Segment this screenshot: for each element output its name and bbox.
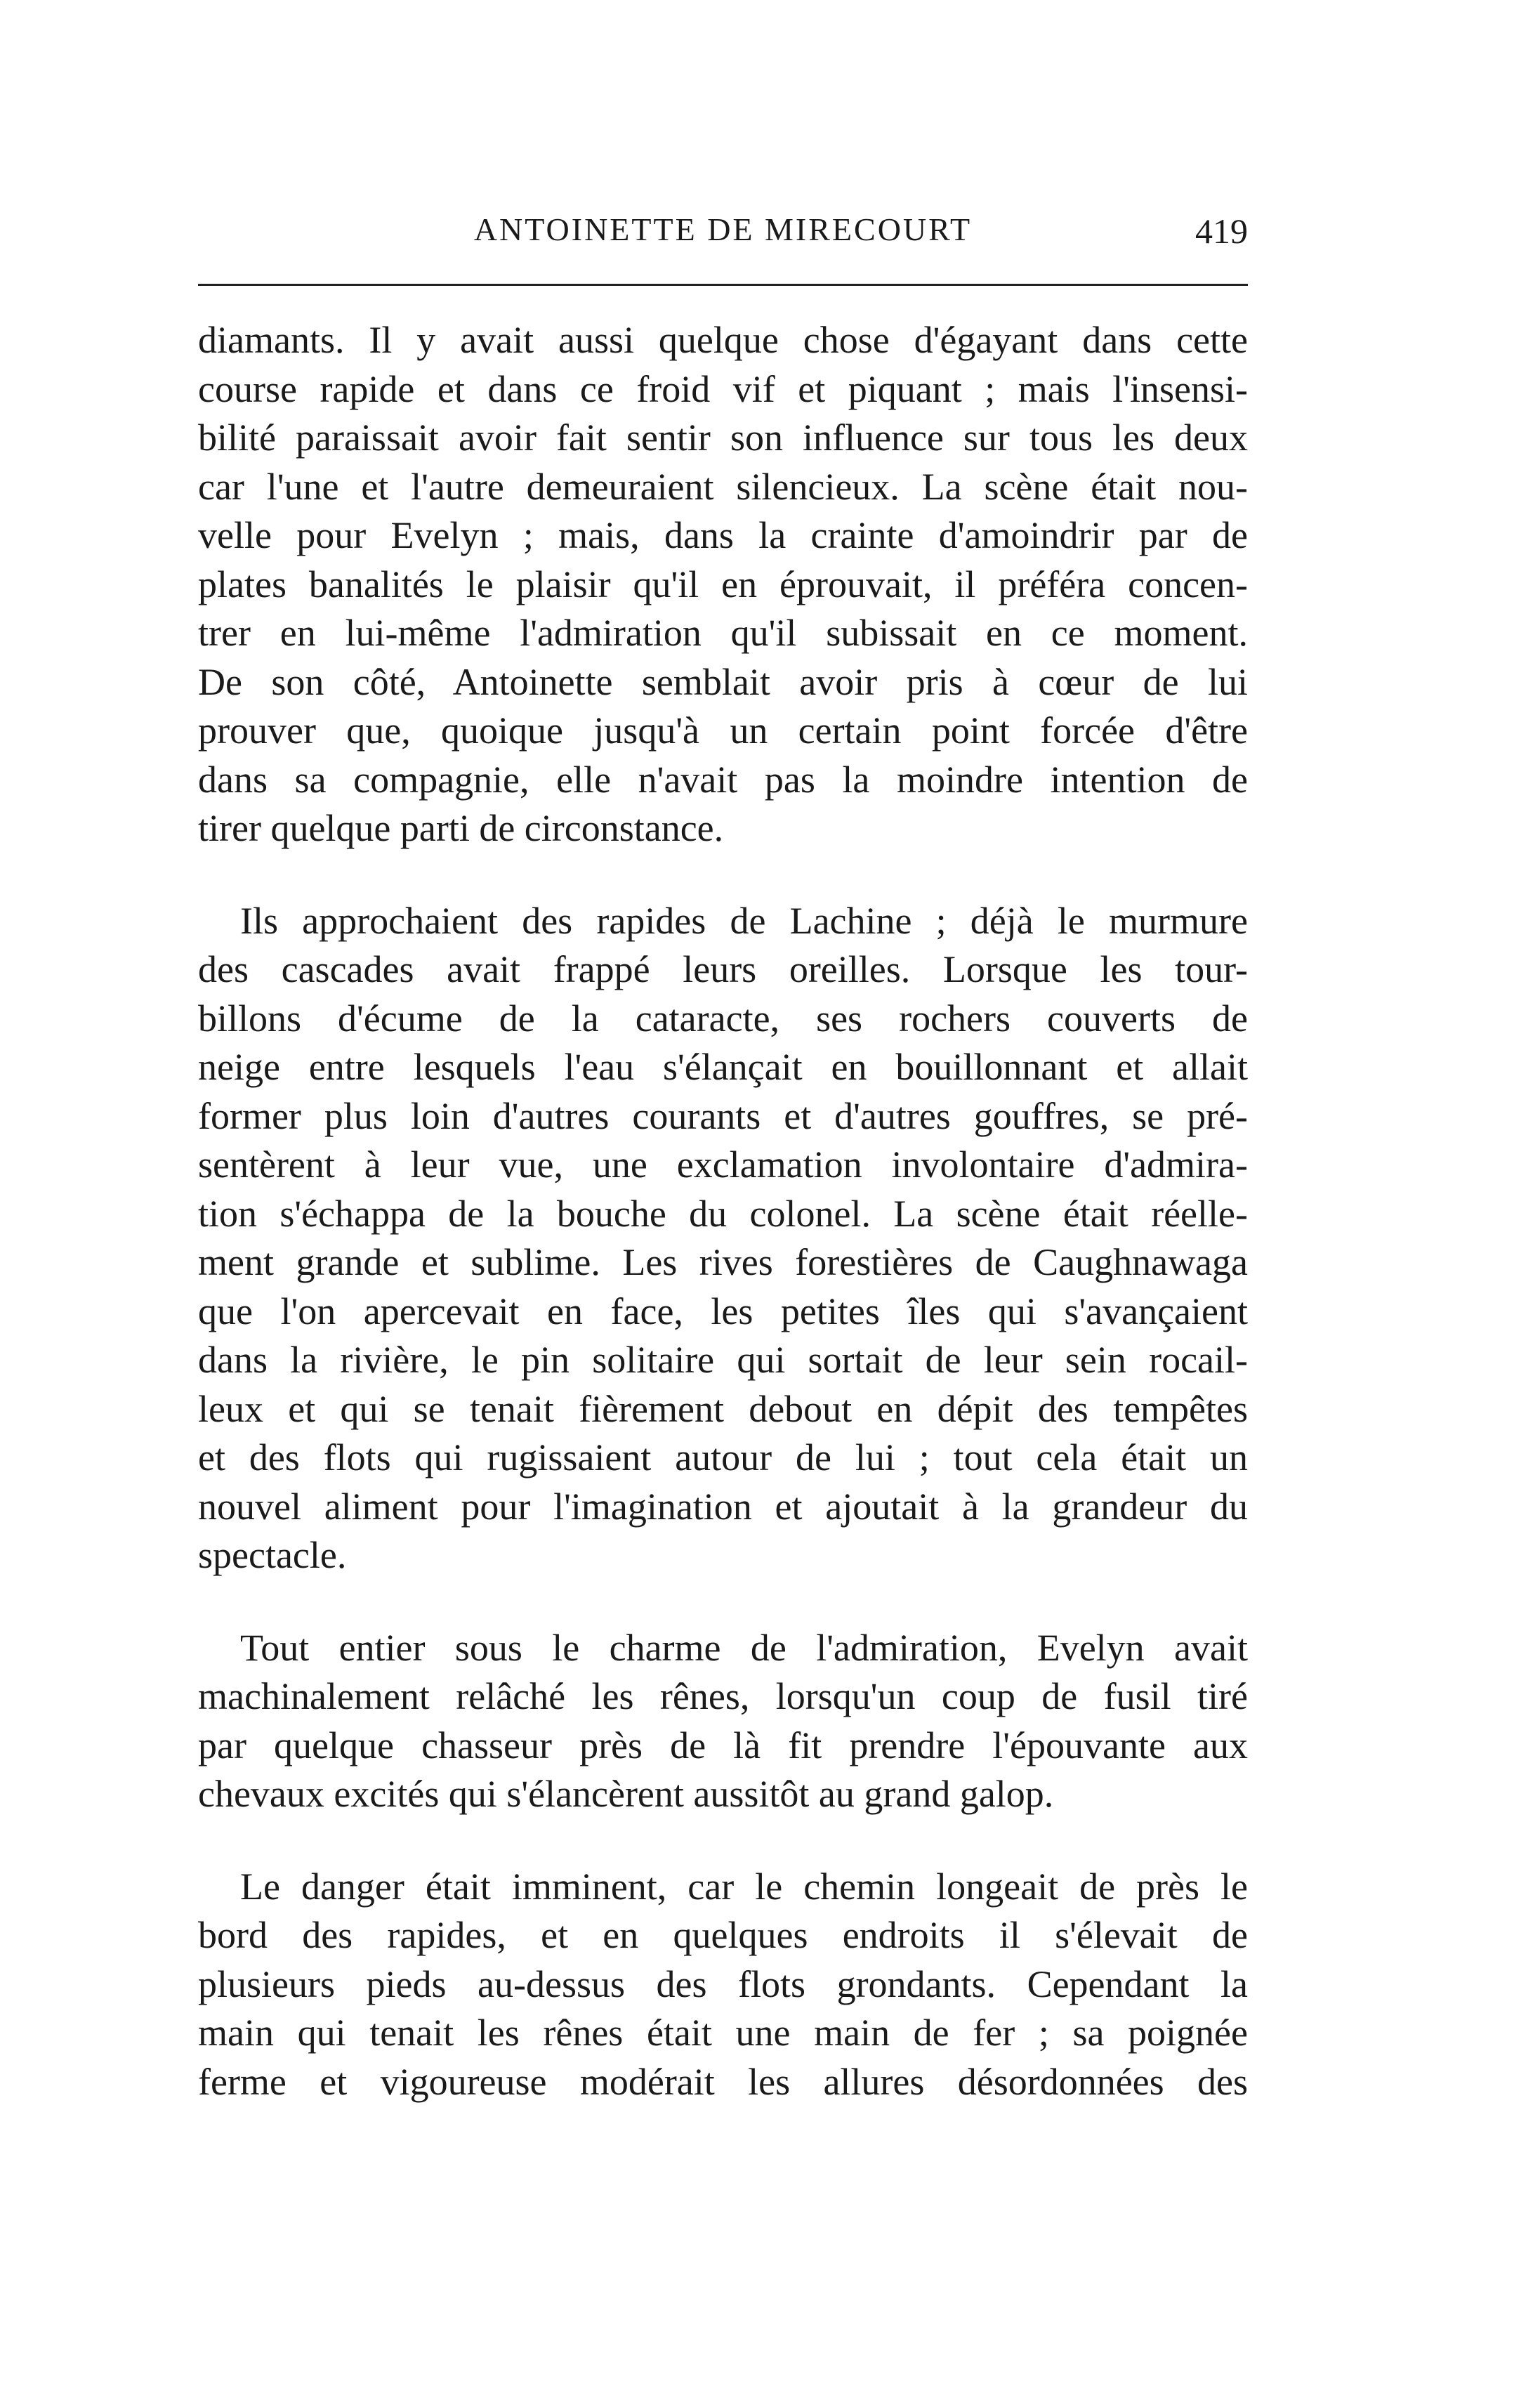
text-line: Ils approchaient des rapides de Lachine ; déjà le murmure: [240, 899, 1248, 942]
paragraph-2: [198, 897, 1248, 1580]
text-line: main qui tenait les rênes était une main de fer ; sa poignée: [198, 2012, 1248, 2054]
text-line: spectacle.: [198, 1534, 347, 1576]
text-line: Le danger était imminent, car le chemin longeait de près le: [240, 1865, 1248, 1908]
text-line: prouver que, quoique jusqu'à un certain point forcée d'être: [198, 709, 1248, 752]
paragraph-1: [198, 316, 1248, 853]
text-line: tirer quelque parti de circonstance.: [198, 807, 724, 849]
text-line: des cascades avait frappé leurs oreilles. Lorsque les tour-: [198, 948, 1248, 990]
text-line: leux et qui se tenait fièrement debout en dépit des tempêtes: [198, 1387, 1248, 1430]
text-line: ferme et vigoureuse modérait les allures désordonnées des: [198, 2060, 1248, 2103]
text-line: trer en lui-même l'admiration qu'il subissait en ce moment.: [198, 612, 1248, 654]
text-line: bord des rapides, et en quelques endroits il s'élevait de: [198, 1914, 1248, 1956]
text-line: plusieurs pieds au-dessus des flots grondants. Cependant la: [198, 1962, 1248, 2005]
text-line: bilité paraissait avoir fait sentir son influence sur tous les deux: [198, 417, 1248, 459]
text-line: car l'une et l'autre demeuraient silencieux. La scène était nou-: [198, 465, 1248, 508]
text-line: diamants. Il y avait aussi quelque chose d'égayant dans cette: [198, 319, 1248, 361]
page-number: 419: [1195, 211, 1248, 251]
text-line: machinalement relâché les rênes, lorsqu'un coup de fusil tiré: [198, 1675, 1248, 1717]
running-title: ANTOINETTE DE MIRECOURT: [473, 211, 973, 247]
header-rule: [198, 284, 1248, 286]
text-line: que l'on apercevait en face, les petites îles qui s'avançaient: [198, 1290, 1248, 1332]
text-line: sentèrent à leur vue, une exclamation involontaire d'admira-: [198, 1143, 1248, 1186]
text-line: plates banalités le plaisir qu'il en éprouvait, il préféra concen-: [198, 563, 1248, 605]
text-line: tion s'échappa de la bouche du colonel. La scène était réelle-: [198, 1192, 1248, 1235]
body-text: [198, 316, 1248, 2150]
text-line: billons d'écume de la cataracte, ses rochers couverts de: [198, 997, 1248, 1040]
text-line: et des flots qui rugissaient autour de lui ; tout cela était un: [198, 1436, 1248, 1479]
text-line: neige entre lesquels l'eau s'élançait en bouillonnant et allait: [198, 1046, 1248, 1088]
text-line: course rapide et dans ce froid vif et piquant ; mais l'insensi-: [198, 367, 1248, 410]
text-line: chevaux excités qui s'élancèrent aussitôt au grand galop.: [198, 1773, 1054, 1815]
text-line: Tout entier sous le charme de l'admiration, Evelyn avait: [240, 1626, 1248, 1669]
text-line: ment grande et sublime. Les rives forestières de Caughnawaga: [198, 1241, 1248, 1283]
text-line: nouvel aliment pour l'imagination et ajoutait à la grandeur du: [198, 1485, 1248, 1528]
text-line: former plus loin d'autres courants et d'autres gouffres, se pré-: [198, 1094, 1248, 1137]
paragraph-4: [198, 1863, 1248, 2107]
paragraph-3: [198, 1624, 1248, 1819]
text-line: dans la rivière, le pin solitaire qui sortait de leur sein rocail-: [198, 1339, 1248, 1381]
page-header: [198, 211, 1248, 260]
text-line: par quelque chasseur près de là fit prendre l'épouvante aux: [198, 1724, 1248, 1766]
text-line: De son côté, Antoinette semblait avoir pris à cœur de lui: [198, 660, 1248, 703]
text-line: velle pour Evelyn ; mais, dans la crainte d'amoindrir par de: [198, 514, 1248, 556]
text-line: dans sa compagnie, elle n'avait pas la moindre intention de: [198, 758, 1248, 801]
